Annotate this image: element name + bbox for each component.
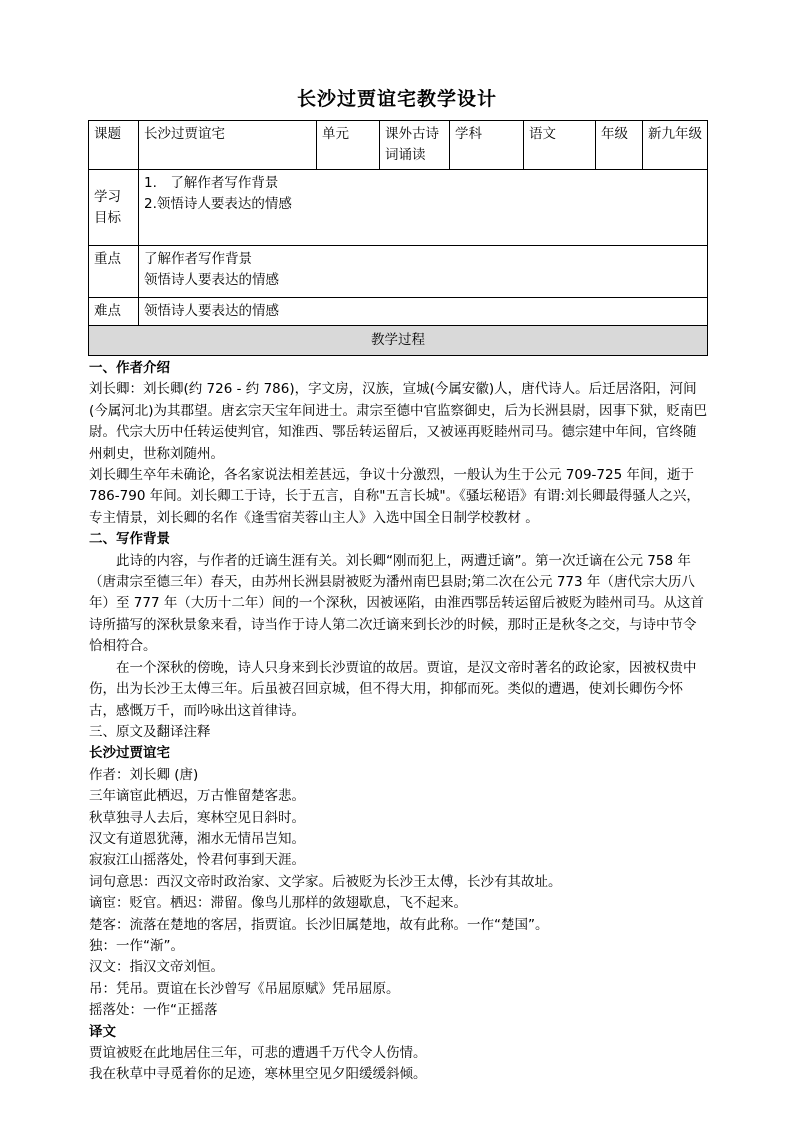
key-point-item: 了解作者写作背景 [144,251,252,267]
goals-label: 学习目标 [89,170,139,246]
key-points-cell [139,246,708,298]
discipline-value: 语文 [524,121,596,170]
note-line: 汉文：指汉文帝刘恒。 [89,959,224,976]
note-line: 词句意思：西汉文帝时政治家、文学家。后被贬为长沙王太傅，长沙有其故址。 [89,873,562,890]
discipline-label: 学科 [450,121,524,170]
paragraph: 在一个深秋的傍晚，诗人只身来到长沙贾谊的故居。贾谊，是汉文帝时著名的政论家，因被权贵中伤，出为长沙王太傅三年。后虽被召回京城，但不得大用，抑郁而死。类似的遭遇，使刘长卿伤今怀古，感慨万千，而吟咏出这首律诗。 [89,659,697,719]
lesson-info-table [88,120,708,356]
unit-value: 课外古诗词诵读 [380,121,450,170]
paragraph: 刘长卿生卒年未确论，各名家说法相差甚远，争议十分激烈，一般认为生于公元 709-725 年间，逝于 786-790 年间。刘长卿工于诗，长于五言，自称"五言长城"。《骚坛秘语》有谓:刘长卿最得骚人之兴，专主情景，刘长卿的名作《逢雪宿芙蓉山主人》入选中国全日制学校教材 。 [89,467,700,526]
key-point-item: 领悟诗人要表达的情感 [144,272,279,288]
section-heading: 一、作者介绍 [89,360,170,376]
goal-item: 1. 了解作者写作背景 [144,175,279,191]
difficulty-value: 领悟诗人要表达的情感 [139,298,708,326]
translation-heading: 译文 [89,1023,116,1040]
section-heading: 三、原文及翻译注释 [89,723,211,740]
key-points-label: 重点 [89,246,139,298]
note-line: 独：一作“渐”。 [89,937,184,954]
section-heading: 二、写作背景 [89,531,170,548]
subject-label: 课题 [89,121,139,170]
poem-author: 作者：刘长卿 (唐) [89,766,199,783]
translation-line: 贾谊被贬在此地居住三年，可悲的遭遇千万代令人伤情。 [89,1045,427,1061]
difficulty-label: 难点 [89,298,139,326]
paragraph: 此诗的内容，与作者的迁谪生涯有关。刘长卿“刚而犯上，两遭迁谪”。第一次迁谪在公元 758 年（唐肃宗至德三年）春天，由苏州长洲县尉被贬为潘州南巴县尉;第二次在公元 773 年（唐代宗大历八年）至 777 年（大历十二年）间的一个深秋，因被诬陷，由淮西鄂岳转运留后被贬为睦州司马。从这首诗所描写的深秋景象来看，诗当作于诗人第二次迁谪来到长沙的时候，那时正是秋冬之交，与诗中节令恰相符合。 [89,552,704,655]
subject-value: 长沙过贾谊宅 [139,121,317,170]
page-title: 长沙过贾谊宅教学设计 [296,88,497,110]
note-line: 吊：凭吊。贾谊在长沙曾写《吊屈原赋》凭吊屈原。 [89,980,400,997]
poem-line: 汉文有道恩犹薄，湘水无情吊岂知。 [89,830,305,847]
translation-line: 我在秋草中寻觅着你的足迹，寒林里空见夕阳缓缓斜倾。 [89,1066,427,1083]
poem-line: 秋草独寻人去后，寒林空见日斜时。 [89,809,305,826]
goal-item: 2.领悟诗人要表达的情感 [144,196,292,212]
poem-title: 长沙过贾谊宅 [89,745,170,762]
unit-label: 单元 [317,121,380,170]
poem-line: 三年谪宦此栖迟，万古惟留楚客悲。 [89,788,305,805]
document-body [89,358,709,1086]
teaching-process-band: 教学过程 [89,326,708,356]
grade-value: 新九年级 [643,121,708,170]
note-line: 楚客：流落在楚地的客居，指贾谊。长沙旧属楚地，故有此称。一作“楚国”。 [89,916,549,933]
note-line: 摇落处：一作“正摇落 [89,1002,218,1019]
grade-label: 年级 [596,121,643,170]
paragraph: 刘长卿：刘长卿(约 726 - 约 786)，字文房，汉族，宣城(今属安徽)人，唐代诗人。后迁居洛阳，河间(今属河北)为其郡望。唐玄宗天宝年间进士。肃宗至德中官监察御史，后为长洲县尉，因事下狱，贬南巴尉。代宗大历中任转运使判官，知淮西、鄂岳转运留后，又被诬再贬睦州司马。德宗建中年间，官终随州刺史，世称刘随州。 [89,381,708,462]
poem-line: 寂寂江山摇落处，怜君何事到天涯。 [89,852,305,869]
goals-cell [139,170,708,246]
note-line: 谪宦：贬官。栖迟：滞留。像鸟儿那样的敛翅歇息，飞不起来。 [89,895,467,912]
